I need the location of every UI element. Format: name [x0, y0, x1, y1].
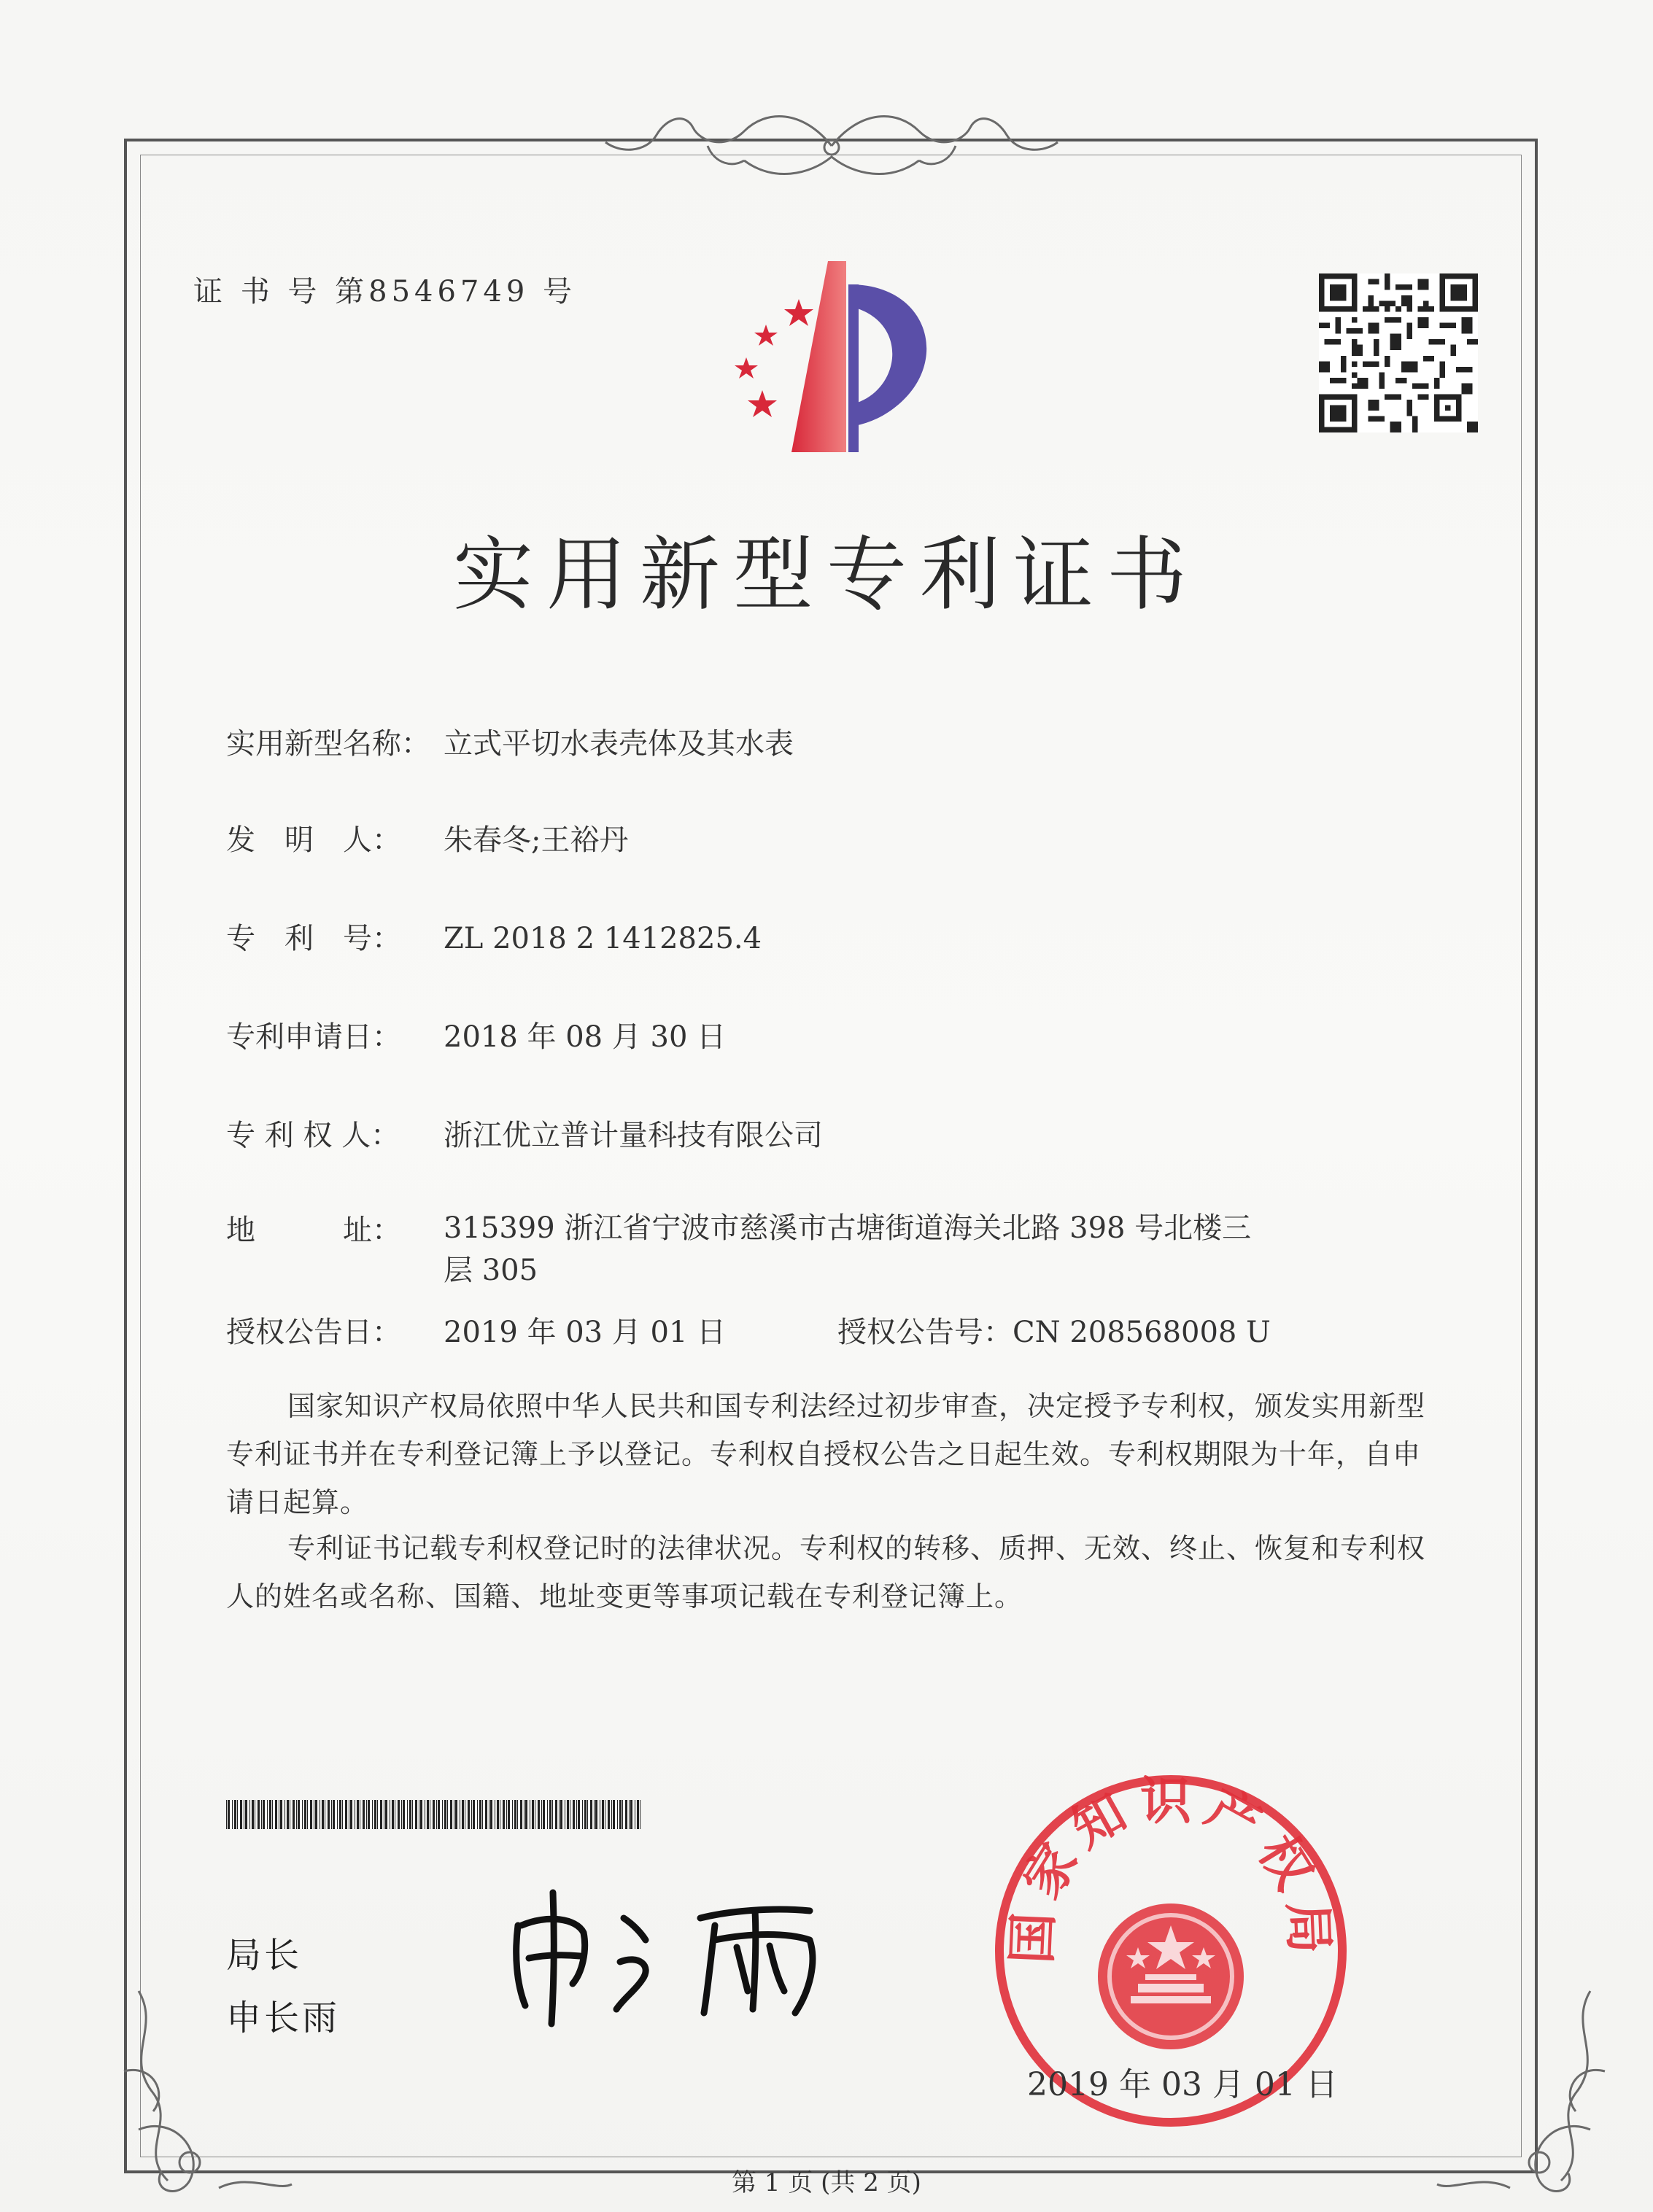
barcode-bar [442, 1800, 443, 1829]
barcode-bar [625, 1800, 627, 1829]
field-label: 发 明 人： [226, 823, 401, 857]
director-name: 申长雨 [226, 1998, 341, 2038]
barcode-bar [412, 1800, 413, 1829]
barcode-bar [608, 1800, 610, 1829]
barcode-bar [479, 1800, 481, 1829]
barcode-bar [293, 1800, 295, 1829]
barcode-bar [420, 1800, 422, 1829]
barcode-bar [582, 1800, 583, 1829]
barcode-bar [617, 1800, 618, 1829]
field-inventor [226, 817, 628, 858]
barcode-bar [578, 1800, 580, 1829]
page-footer: 第 1 页 (共 2 页) [732, 2168, 921, 2197]
director-title: 局长 [226, 1935, 303, 1976]
field-patentee [226, 1112, 823, 1154]
barcode-bar [485, 1800, 487, 1829]
barcode-bar [455, 1800, 457, 1829]
barcode-bar [267, 1800, 268, 1829]
barcode-bar [594, 1800, 595, 1829]
barcode-bar [302, 1800, 303, 1829]
barcode-bar [366, 1800, 367, 1829]
barcode-bar [342, 1800, 343, 1829]
barcode-bar [280, 1800, 282, 1829]
barcode-bar [337, 1800, 338, 1829]
barcode-bar [234, 1800, 236, 1829]
barcode-bar [584, 1800, 587, 1829]
barcode-bar [298, 1800, 300, 1829]
barcode-bar [450, 1800, 452, 1829]
barcode-bar [506, 1800, 507, 1829]
field-grant-announcement-number [837, 1309, 1271, 1351]
svg-text:国家知识产权局: 国家知识产权局 [1002, 1771, 1340, 1965]
qr-code [1319, 273, 1478, 432]
barcode-bar [226, 1800, 227, 1829]
barcode-bar [372, 1800, 373, 1829]
barcode-bar [228, 1800, 230, 1829]
barcode-bar [471, 1800, 472, 1829]
barcode-bar [549, 1800, 551, 1829]
barcode-bar [249, 1800, 250, 1829]
field-grant-announcement-date [226, 1309, 726, 1351]
barcode-bar [263, 1800, 265, 1829]
barcode-bar [252, 1800, 254, 1829]
barcode-bar [436, 1800, 437, 1829]
director-signature [496, 1882, 839, 2027]
field-value: ZL 2018 2 1412825.4 [444, 922, 762, 955]
barcode-bar [310, 1800, 312, 1829]
barcode-bar [433, 1800, 435, 1829]
barcode-bar [380, 1800, 382, 1829]
barcode-bar [602, 1800, 604, 1829]
barcode-bar [374, 1800, 376, 1829]
statement-paragraph-1: 国家知识产权局依照中华人民共和国专利法经过初步审查，决定授予专利权，颁发实用新型专利证书并在专利登记簿上予以登记。专利权自授权公告之日起生效。专利权期限为十年，自申请日起算。 [226, 1390, 1426, 1518]
barcode-bar [350, 1800, 352, 1829]
field-utility-model-name [226, 721, 794, 762]
seal-date: 2019 年 03 月 01 日 [1027, 2066, 1338, 2103]
barcode-bar [559, 1800, 560, 1829]
certificate-title: 实用新型专利证书 [453, 528, 1200, 621]
barcode-bar [514, 1800, 516, 1829]
field-label: 实用新型名称： [226, 727, 430, 761]
barcode-bar [345, 1800, 347, 1829]
barcode-bar [304, 1800, 306, 1829]
field-label: 授权公告日： [226, 1316, 401, 1349]
field-patent-number [226, 915, 762, 957]
barcode-bar [532, 1800, 534, 1829]
barcode-bar [368, 1800, 370, 1829]
barcode-bar [587, 1800, 588, 1829]
barcode-bar [477, 1800, 478, 1829]
barcode-bar [508, 1800, 510, 1829]
barcode-bar [619, 1800, 622, 1829]
patent-office-logo [711, 255, 959, 459]
barcode-bar [287, 1800, 289, 1829]
barcode-bar [315, 1800, 317, 1829]
field-label: 授权公告号： [837, 1316, 1013, 1349]
barcode-bar [398, 1800, 400, 1829]
barcode-bar [541, 1800, 542, 1829]
barcode-bar [552, 1800, 553, 1829]
barcode-bar [328, 1800, 330, 1829]
statement-paragraph-2: 专利证书记载专利权登记时的法律状况。专利权的转移、质押、无效、终止、恢复和专利权人的姓名或名称、国籍、地址变更等事项记载在专利登记簿上。 [226, 1532, 1426, 1613]
barcode-bar [573, 1800, 575, 1829]
barcode-bar [296, 1800, 297, 1829]
barcode-bar [517, 1800, 518, 1829]
barcode-bar [622, 1800, 623, 1829]
barcode-bar [630, 1800, 632, 1829]
barcode-bar [595, 1800, 597, 1829]
barcode-bar [392, 1800, 394, 1829]
barcode-bar [401, 1800, 402, 1829]
field-address [226, 1207, 1268, 1292]
field-label: 专利申请日： [226, 1020, 401, 1054]
barcode-bar [503, 1800, 505, 1829]
barcode-bar [363, 1800, 365, 1829]
barcode-bar [567, 1800, 569, 1829]
certificate-number: 证 书 号 第8546749 号 [193, 275, 577, 308]
barcode-bar [438, 1800, 440, 1829]
barcode-bar [462, 1800, 464, 1829]
barcode-bar [444, 1800, 446, 1829]
barcode-bar [385, 1800, 387, 1829]
barcode-bar [240, 1800, 242, 1829]
field-value: 2019 年 03 月 01 日 [444, 1316, 727, 1349]
barcode-bar [520, 1800, 522, 1829]
barcode-bar [307, 1800, 308, 1829]
barcode-bar [322, 1800, 324, 1829]
barcode-bar [427, 1800, 429, 1829]
barcode-bar [512, 1800, 513, 1829]
field-label: 专 利 权 人： [226, 1119, 400, 1152]
barcode-bar [613, 1800, 615, 1829]
barcode-bar [560, 1800, 562, 1829]
barcode-bar [490, 1800, 492, 1829]
field-value: 朱春冬;王裕丹 [444, 823, 629, 857]
barcode-bar [245, 1800, 247, 1829]
barcode-bar [272, 1800, 273, 1829]
barcode-bar [331, 1800, 332, 1829]
barcode-bar [357, 1800, 359, 1829]
barcode-bar [409, 1800, 411, 1829]
field-value: 315399 浙江省宁波市慈溪市古塘街道海关北路 398 号北楼三层 305 [444, 1211, 1252, 1287]
top-ornament [598, 102, 1065, 190]
barcode-bar [447, 1800, 448, 1829]
field-value: 2018 年 08 月 30 日 [444, 1020, 727, 1054]
barcode-bar [232, 1800, 233, 1829]
barcode-bar [261, 1800, 262, 1829]
barcode-bar [284, 1800, 285, 1829]
barcode-bar [543, 1800, 545, 1829]
barcode-bar [269, 1800, 271, 1829]
field-label: 专 利 号： [226, 922, 401, 955]
barcode [226, 1800, 640, 1829]
barcode-bar [576, 1800, 577, 1829]
barcode-bar [525, 1800, 527, 1829]
barcode-bar [275, 1800, 277, 1829]
barcode-bar [629, 1800, 630, 1829]
field-label: 地 址： [226, 1214, 401, 1247]
barcode-bar [377, 1800, 378, 1829]
barcode-bar [339, 1800, 341, 1829]
barcode-bar [403, 1800, 405, 1829]
barcode-bar [590, 1800, 592, 1829]
barcode-bar [473, 1800, 475, 1829]
field-value: 立式平切水表壳体及其水表 [444, 727, 794, 761]
barcode-bar [415, 1800, 417, 1829]
barcode-bar [482, 1800, 483, 1829]
barcode-bar [258, 1800, 260, 1829]
barcode-bar [611, 1800, 612, 1829]
field-value: 浙江优立普计量科技有限公司 [444, 1119, 823, 1152]
barcode-bar [547, 1800, 548, 1829]
barcode-bar [333, 1800, 335, 1829]
barcode-bar [555, 1800, 557, 1829]
barcode-bar [497, 1800, 499, 1829]
barcode-bar [468, 1800, 470, 1829]
field-application-date [226, 1014, 726, 1055]
barcode-bar [407, 1800, 408, 1829]
barcode-bar [237, 1800, 238, 1829]
field-value: CN 208568008 U [1013, 1316, 1271, 1349]
barcode-bar [538, 1800, 540, 1829]
barcode-bar [637, 1800, 639, 1829]
